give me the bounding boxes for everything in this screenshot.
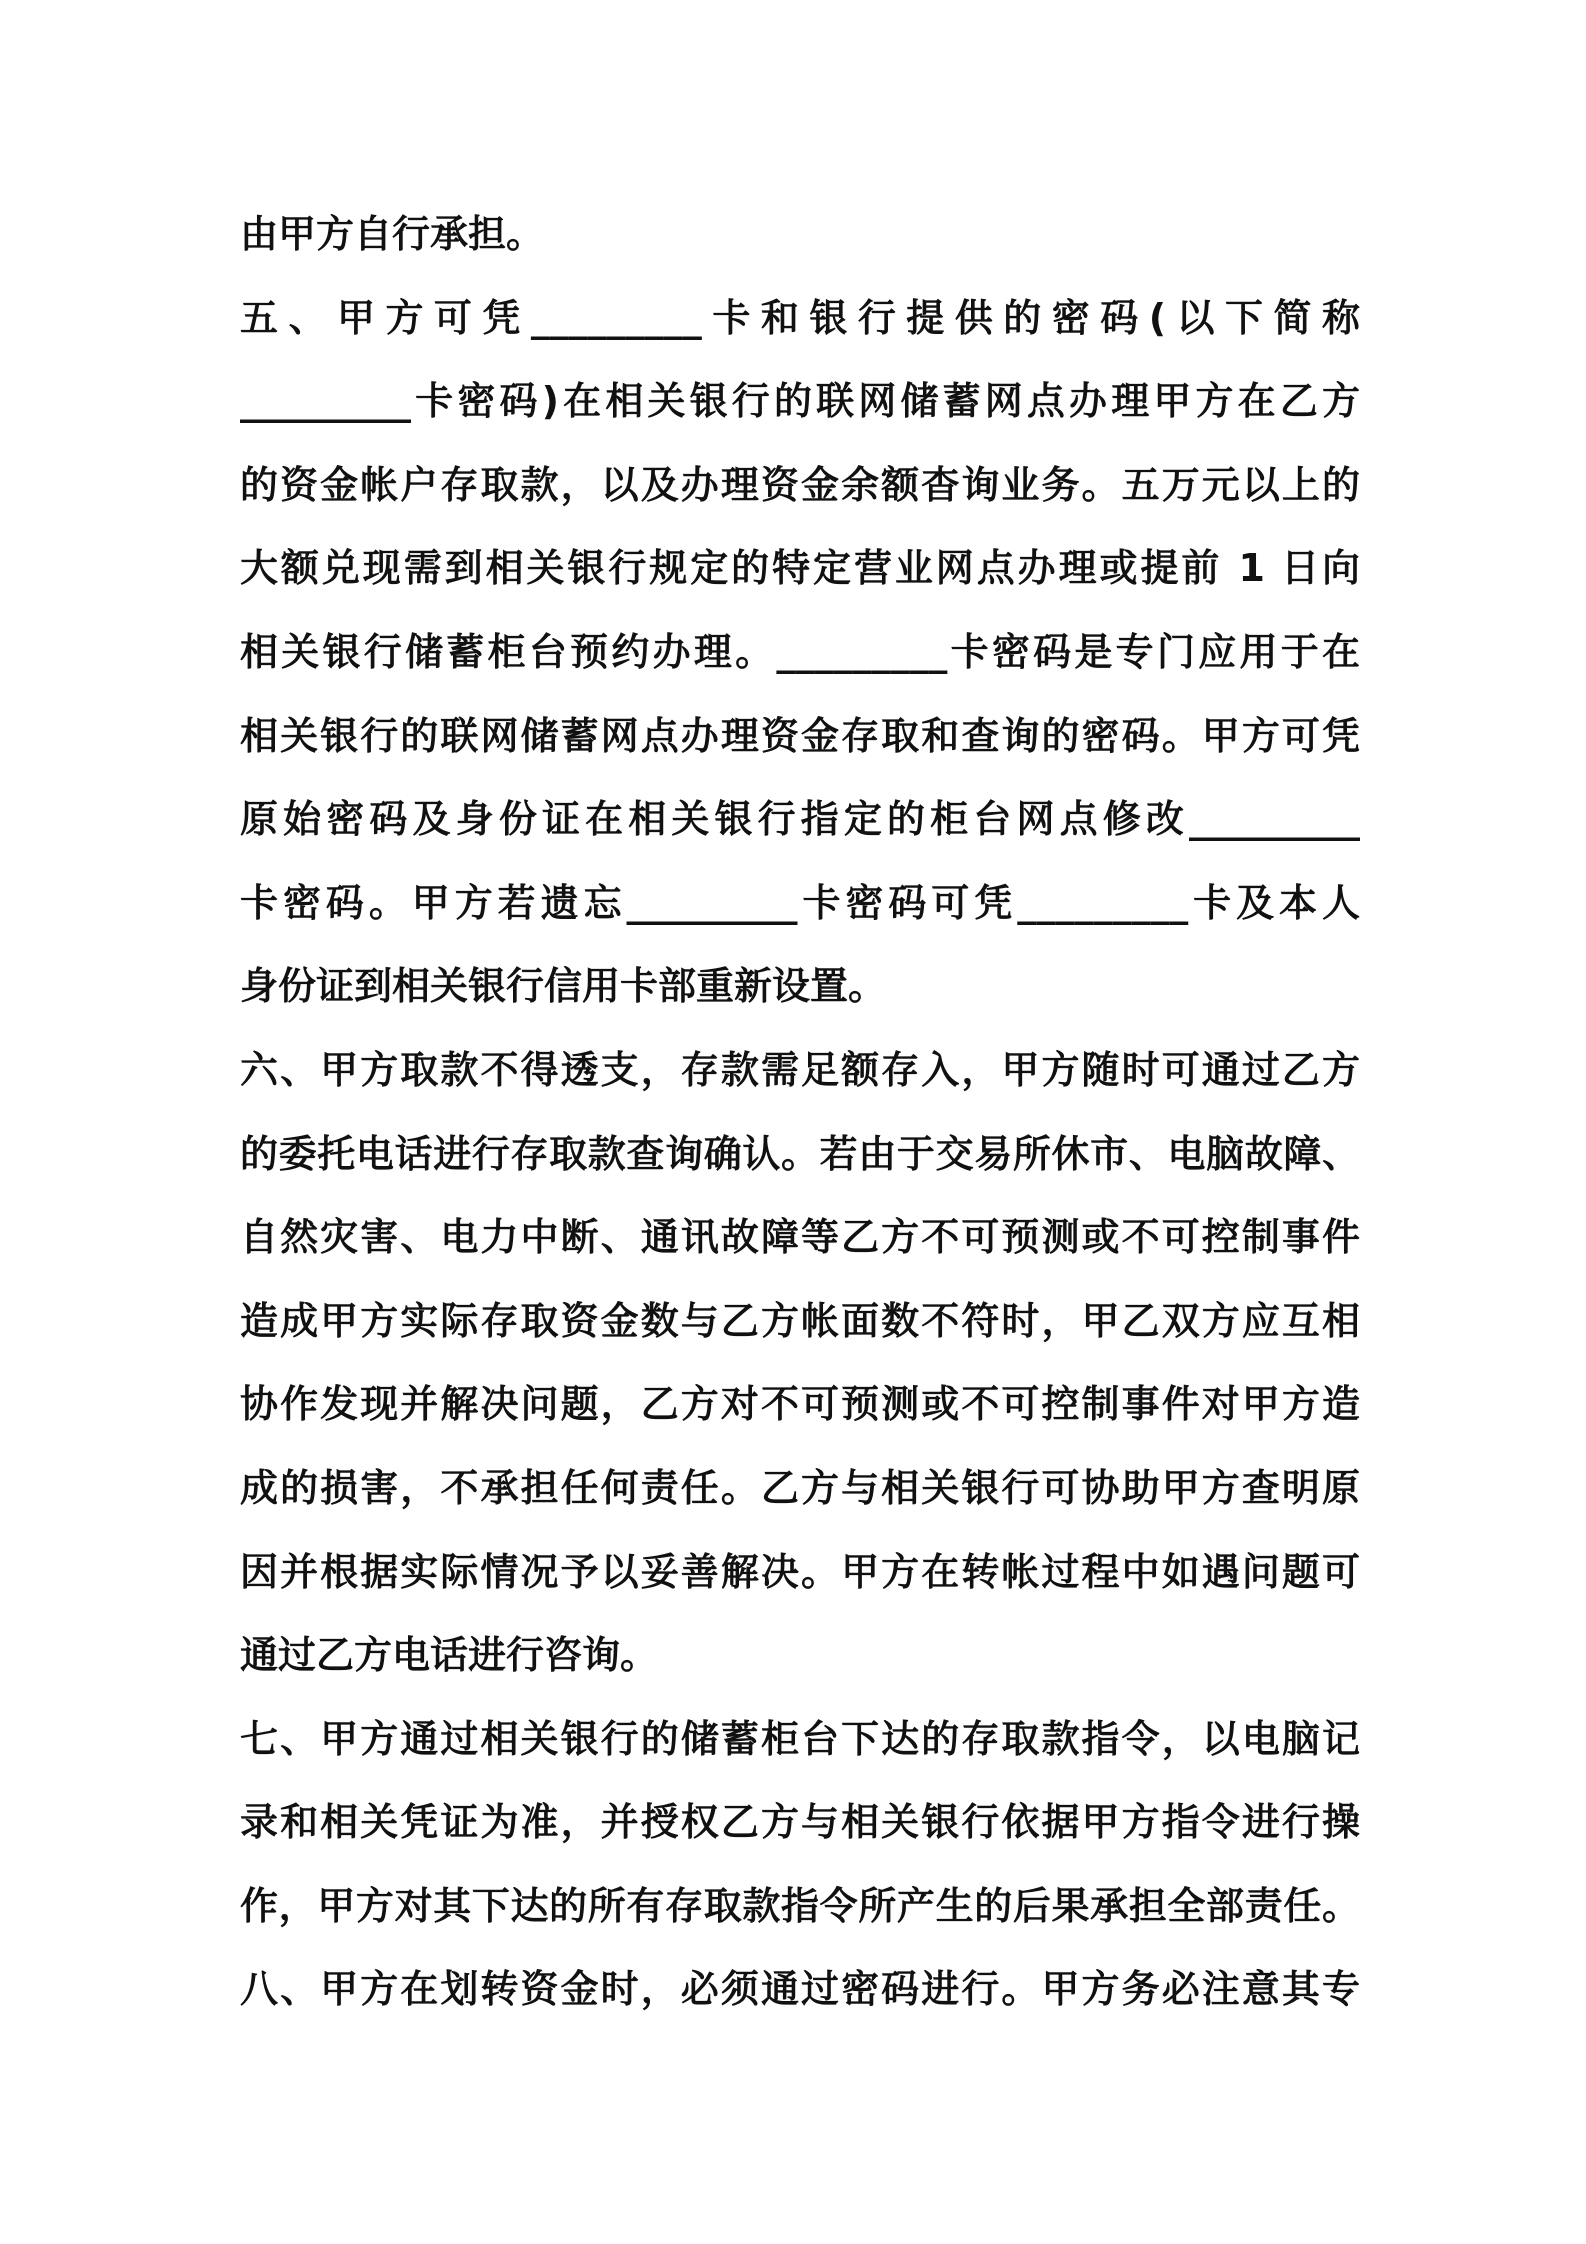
paragraph-line: 通过乙方电话进行咨询。 [240, 1633, 659, 1678]
document-body [240, 193, 1360, 2032]
paragraph-line: _________卡密码)在相关银行的联网储蓄网点办理甲方在乙方 [240, 379, 1360, 424]
paragraph-line: 自然灾害、电力中断、通讯故障等乙方不可预测或不可控制事件 [240, 1215, 1360, 1260]
paragraph-line: 七、甲方通过相关银行的储蓄柜台下达的存取款指令，以电脑记 [240, 1716, 1360, 1761]
paragraph-line: 六、甲方取款不得透支，存款需足额存入，甲方随时可通过乙方 [240, 1047, 1360, 1092]
paragraph-line: 五、甲方可凭_________卡和银行提供的密码(以下简称 [240, 295, 1360, 340]
paragraph-line: 大额兑现需到相关银行规定的特定营业网点办理或提前 1 日向 [240, 546, 1360, 591]
paragraph-line: 因并根据实际情况予以妥善解决。甲方在转帐过程中如遇问题可 [240, 1549, 1360, 1594]
paragraph-line: 相关银行储蓄柜台预约办理。_________卡密码是专门应用于在 [240, 629, 1360, 674]
paragraph-line: 身份证到相关银行信用卡部重新设置。 [240, 964, 887, 1009]
paragraph-line: 相关银行的联网储蓄网点办理资金存取和查询的密码。甲方可凭 [240, 713, 1360, 758]
paragraph-line: 录和相关凭证为准，并授权乙方与相关银行依据甲方指令进行操 [240, 1800, 1360, 1845]
paragraph-line: 八、甲方在划转资金时，必须通过密码进行。甲方务必注意其专 [240, 1967, 1360, 2012]
paragraph-line: 成的损害，不承担任何责任。乙方与相关银行可协助甲方查明原 [240, 1465, 1360, 1510]
paragraph-line: 协作发现并解决问题，乙方对不可预测或不可控制事件对甲方造 [240, 1382, 1360, 1427]
paragraph-line: 作，甲方对其下达的所有存取款指令所产生的后果承担全部责任。 [240, 1883, 1360, 1928]
paragraph-line: 由甲方自行承担。 [240, 212, 545, 256]
paragraph-line: 的委托电话进行存取款查询确认。若由于交易所休市、电脑故障、 [240, 1131, 1360, 1176]
paragraph-line: 卡密码。甲方若遗忘_________卡密码可凭_________卡及本人 [240, 880, 1360, 925]
paragraph-line: 造成甲方实际存取资金数与乙方帐面数不符时，甲乙双方应互相 [240, 1298, 1360, 1343]
paragraph-line: 的资金帐户存取款，以及办理资金余额杳询业务。五万元以上的 [240, 462, 1360, 507]
paragraph-line: 原始密码及身份证在相关银行指定的柜台网点修改_________ [240, 797, 1360, 842]
